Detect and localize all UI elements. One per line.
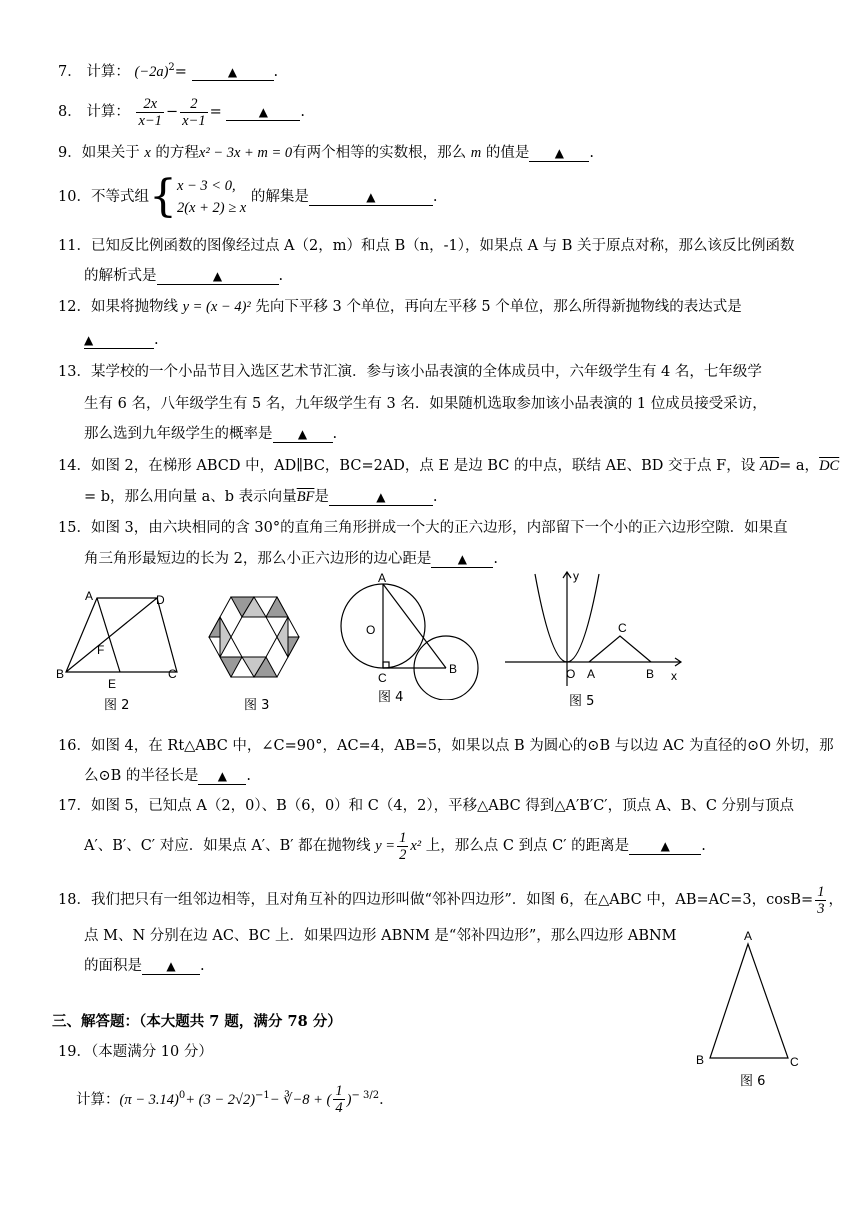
question-14-line2: = b，那么用向量 a、b 表示向量$\overline{BF}$是 ▲ .: [84, 489, 438, 505]
question-number: 7．: [58, 63, 82, 80]
label-O: O: [366, 623, 376, 637]
label-O: O: [566, 667, 576, 681]
question-13: 13．某学校的一个小品节目入选区艺术节汇演．参与该小品表演的全体成员中，六年级学生有 4 名，七年级学: [58, 364, 762, 380]
label-A: A: [378, 571, 387, 585]
label-C: C: [378, 671, 387, 685]
figure-2-trapezoid: [52, 586, 192, 690]
figure-4-circles: [338, 570, 488, 700]
question-18: 18．我们把只有一组邻边相等，且对角互补的四边形叫做“邻补四边形”．如图 6，在△ABC 中，AB=AC=3，cosB= $\frac{1}{3}$ ，: [58, 883, 843, 917]
figure-4-caption: 图 4: [378, 690, 404, 705]
question-15: 15．如图 3，由六块相同的含 30°的直角三角形拼成一个大的正六边形，内部留下一个小的正六边形空隙．如果直: [58, 520, 788, 536]
answer-blank: ▲: [629, 838, 701, 855]
answer-blank: ▲: [198, 768, 246, 785]
answer-blank: ▲: [157, 268, 279, 285]
answer-blank: ▲: [84, 332, 154, 349]
label-B: B: [56, 667, 65, 681]
label-C: C: [168, 667, 177, 681]
label-B: B: [449, 662, 458, 676]
answer-blank: ▲: [329, 489, 433, 506]
section-3-heading: 三、解答题：（本大题共 7 题，满分 78 分）: [52, 1013, 342, 1030]
question-16-line2: 么⊙B 的半径长是 ▲ .: [84, 768, 252, 784]
figure-6-triangle: [696, 926, 806, 1066]
question-18-line2: 点 M、N 分别在边 AC、BC 上．如果四边形 ABNM 是“邻补四边形”，那么四边形 ABNM: [84, 928, 677, 944]
figure-3-caption: 图 3: [244, 698, 270, 713]
answer-blank: ▲: [529, 145, 589, 162]
fraction: $\frac{1}{2}$: [399, 829, 407, 863]
answer-blank: ▲: [309, 189, 433, 206]
answer-blank: ▲: [192, 64, 274, 81]
question-17-line2: A′、B′、C′ 对应．如果点 A′、B′ 都在抛物线 y = $\frac{1}{2}$ x² 上，那么点 C 到点 C′ 的距离是 ▲ .: [84, 829, 706, 863]
question-12-line2: ▲ .: [84, 332, 159, 348]
figure-6-caption: 图 6: [740, 1074, 766, 1089]
answer-blank: ▲: [273, 426, 333, 443]
label-A: A: [85, 589, 94, 603]
question-15-line2: 角三角形最短边的长为 2，那么小正六边形的边心距是 ▲ .: [84, 551, 498, 567]
label-C: C: [790, 1055, 799, 1066]
label-E: E: [108, 677, 117, 690]
fraction: $\frac{1}{3}$: [817, 883, 825, 917]
figure-2-caption: 图 2: [104, 698, 130, 713]
question-19: 19．（本题满分 10 分）: [58, 1044, 213, 1060]
inequality-system: x − 3 < 0, 2(x + 2) ≥ x: [176, 178, 247, 216]
fraction: $\frac{2}{x-1}$: [182, 95, 206, 129]
question-17: 17．如图 5，已知点 A（2，0）、B（6，0）和 C（4，2），平移△ABC 得到△A′B′C′，顶点 A、B、C 分别与顶点: [58, 798, 795, 814]
label-D: D: [156, 593, 165, 607]
question-16: 16．如图 4，在 Rt△ABC 中，∠C=90°，AC=4，AB=5，如果以点 B 为圆心的⊙B 与以边 AC 为直径的⊙O 外切，那: [58, 738, 834, 754]
answer-blank: ▲: [431, 551, 493, 568]
label-A: A: [744, 929, 753, 943]
label-x: x: [671, 669, 677, 683]
question-18-line3: 的面积是 ▲ .: [84, 958, 205, 974]
label-C: C: [618, 621, 627, 635]
label-B: B: [646, 667, 655, 681]
question-7: 7． 计算： $(-2a)^2=$ ▲ .: [58, 62, 279, 80]
figure-5-parabola: [505, 568, 685, 688]
question-19-expression: 计算：$(\pi - 3.14)^0+ (3 - 2√2)^{-1}-$ ∛−8 + ( $\frac{1}{4}$ )$^{- 3/2}$．: [76, 1083, 394, 1117]
fraction: $\frac{1}{4}$: [335, 1083, 343, 1117]
question-9: 9．如果关于 x 的方程x² − 3x + m = 0有两个相等的实数根，那么 m 的值是 ▲ .: [58, 145, 594, 161]
question-13-line2: 生有 6 名，八年级学生有 5 名，九年级学生有 3 名．如果随机选取参加该小品表演的 1 位成员接受采访，: [84, 396, 767, 412]
figure-5-caption: 图 5: [569, 694, 595, 709]
label-y: y: [573, 569, 579, 583]
brace-symbol: {: [148, 171, 177, 222]
label-F: F: [97, 643, 105, 657]
label-B: B: [696, 1053, 705, 1066]
question-11-line2: 的解析式是 ▲ .: [84, 268, 284, 284]
question-10: 10．不等式组{ x − 3 < 0, 2(x + 2) ≥ x 的解集是 ▲ .: [58, 171, 438, 222]
question-14: 14．如图 2，在梯形 ABCD 中，AD∥BC，BC=2AD，点 E 是边 BC 的中点，联结 AE、BD 交于点 F，设 $\overline{AD}= a$，$\overline{DC}$: [58, 458, 840, 474]
fraction: $\frac{2x}{x-1}$: [138, 95, 162, 129]
answer-blank: ▲: [142, 958, 200, 975]
question-11: 11．已知反比例函数的图像经过点 A（2，m）和点 B（n，-1），如果点 A 与 B 关于原点对称，那么该反比例函数: [58, 238, 795, 254]
question-12: 12．如果将抛物线 y = (x − 4)² 先向下平移 3 个单位，再向左平移 5 个单位，那么所得新抛物线的表达式是: [58, 299, 742, 315]
question-13-line3: 那么选到九年级学生的概率是 ▲ .: [84, 426, 338, 442]
question-8: 8． 计算： $\frac{2x}{x-1}$ − $\frac{2}{x-1}$ = ▲ .: [58, 95, 305, 129]
answer-blank: ▲: [226, 104, 300, 121]
label-A: A: [587, 667, 596, 681]
figure-3-hexagon: [208, 592, 300, 682]
